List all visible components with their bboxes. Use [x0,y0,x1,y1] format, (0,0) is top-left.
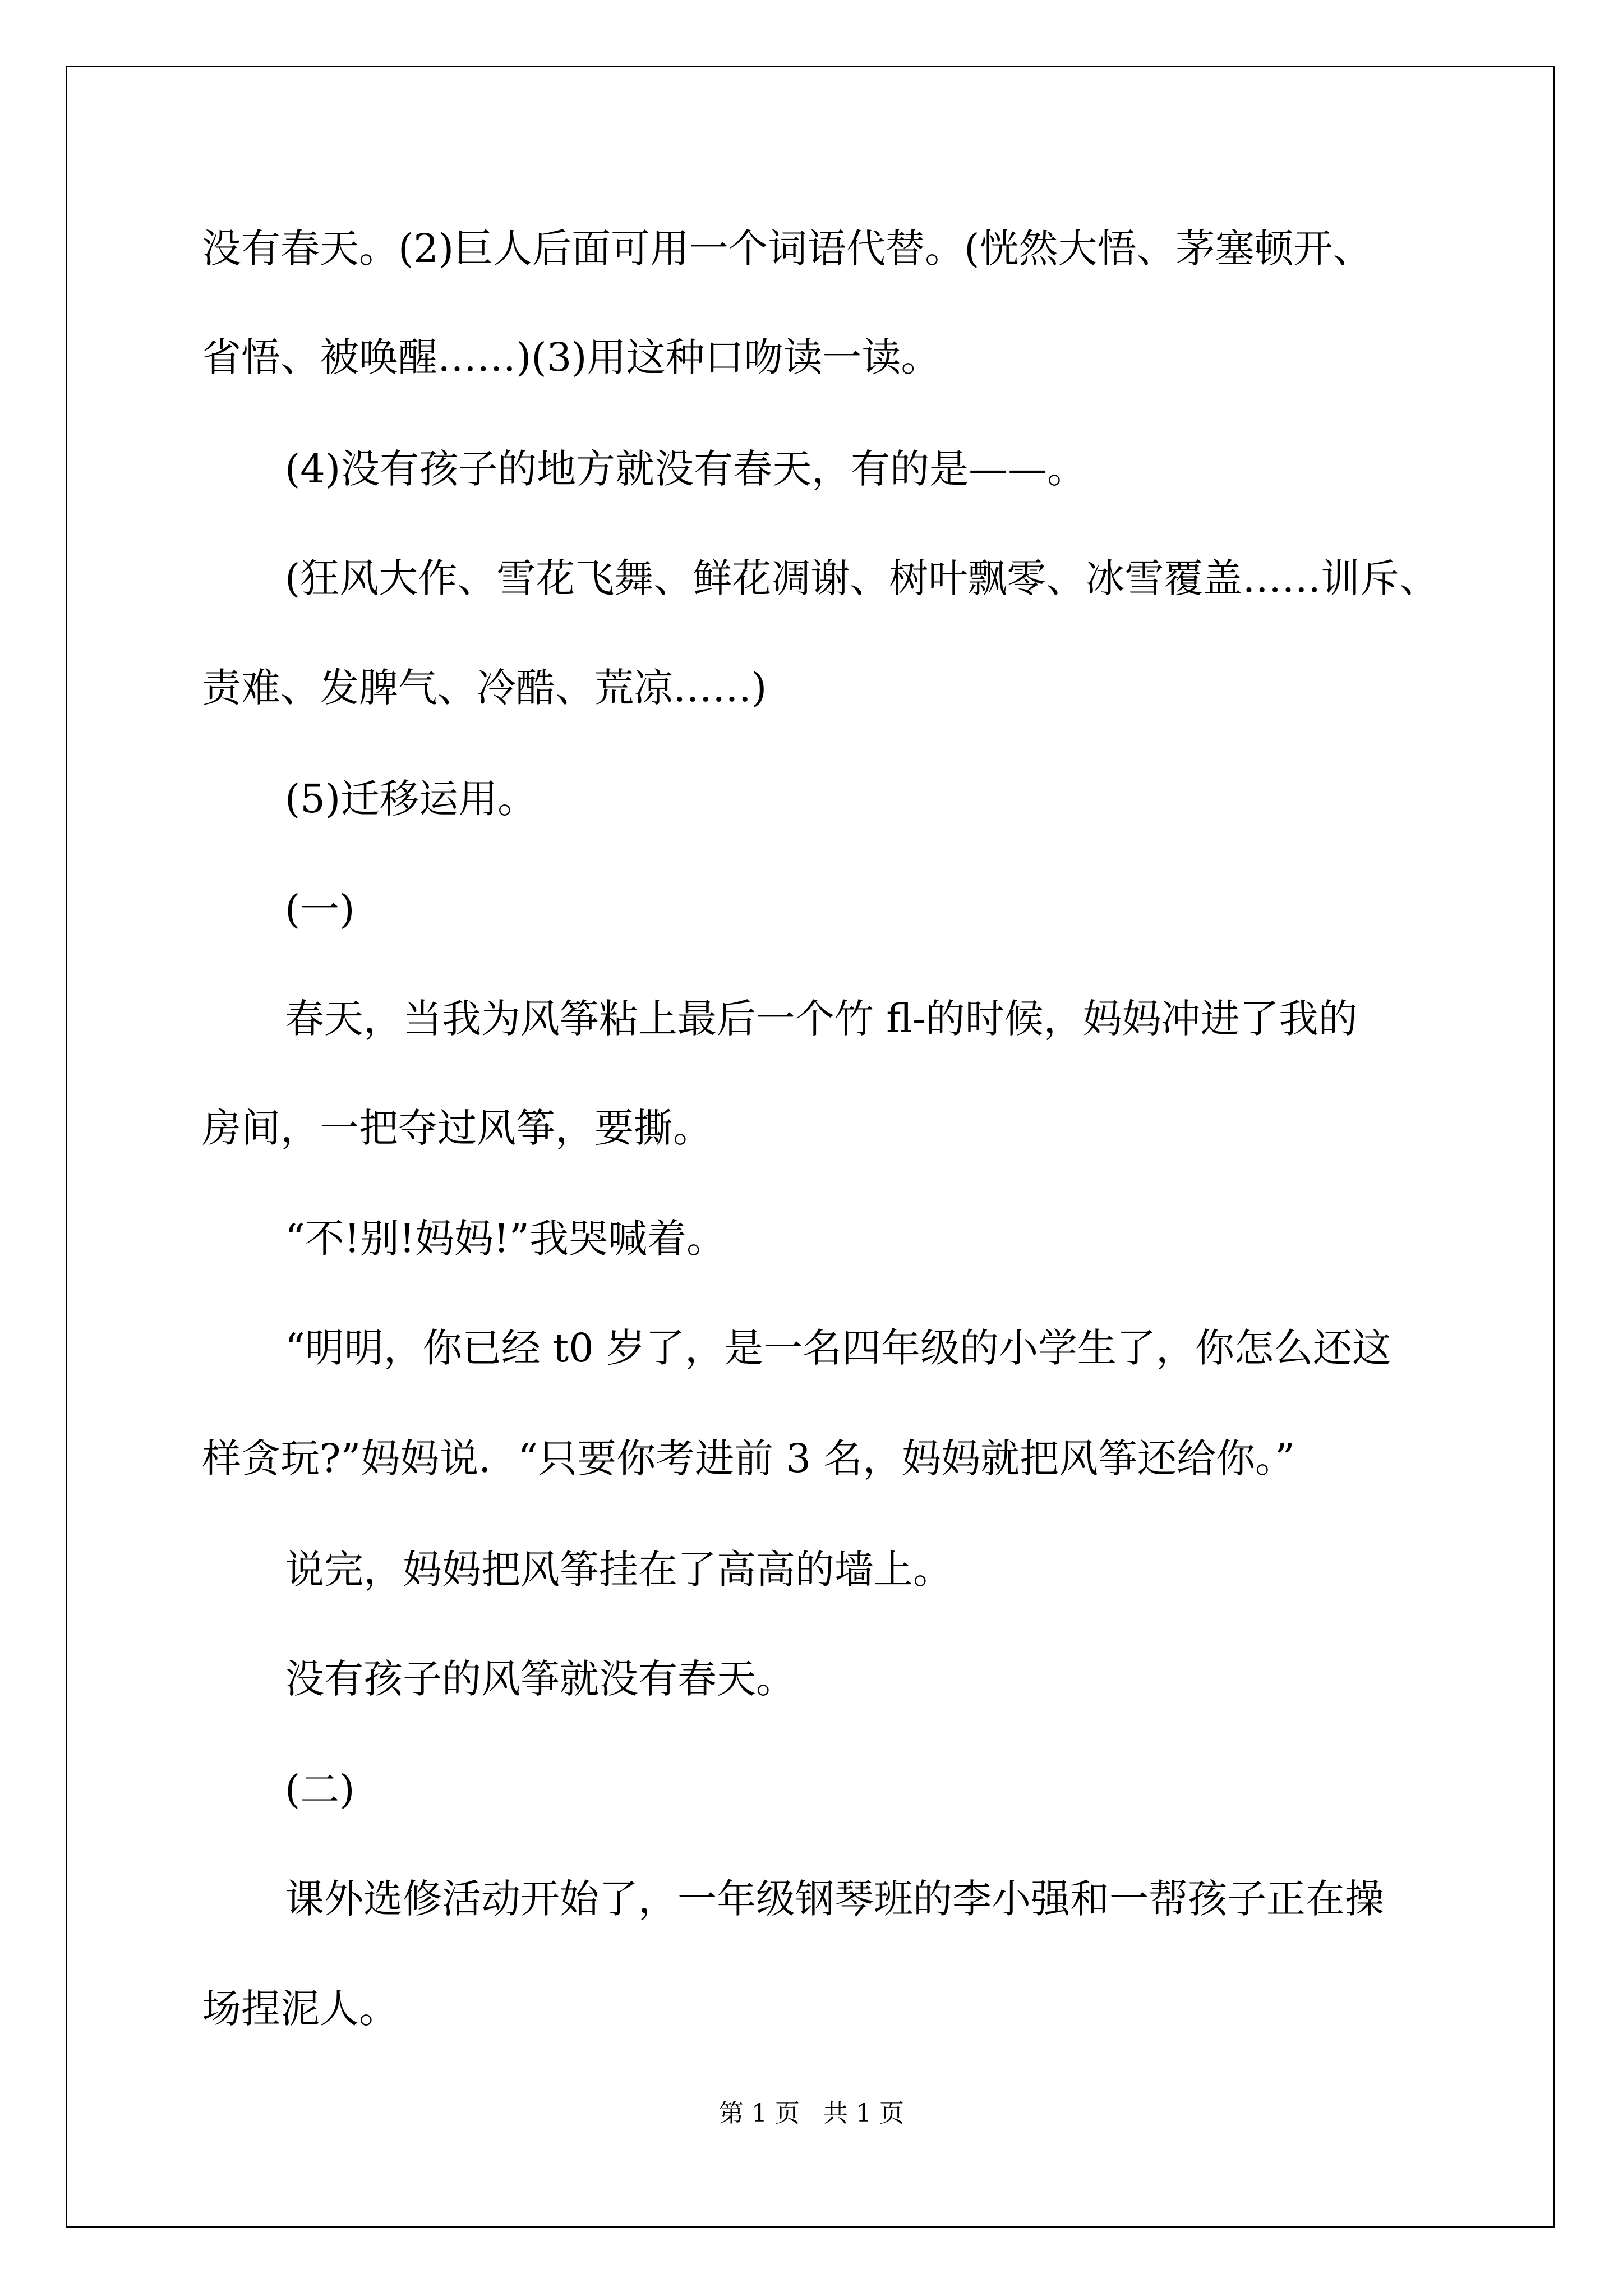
text-line: 场捏泥人。 [202,1986,398,2032]
text-line: “不!别!妈妈!”我哭喊着。 [285,1216,726,1262]
text-line: 没有春天。(2)巨人后面可用一个词语代替。(恍然大悟、茅塞顿开、 [202,226,1372,272]
page-number: 第 1 页 [719,2099,800,2128]
text-line: 省悟、被唤醒……)(3)用这种口吻读一读。 [202,334,940,380]
text-line: 没有孩子的风筝就没有春天。 [285,1656,795,1702]
text-line: (一) [285,886,355,932]
total-pages: 共 1 页 [823,2099,904,2128]
text-line: 课外选修活动开始了，一年级钢琴班的李小强和一帮孩子正在操 [285,1876,1384,1922]
text-line: (二) [285,1766,355,1812]
text-line: 样贪玩?”妈妈说．“只要你考进前 3 名，妈妈就把风筝还给你。” [202,1435,1295,1481]
page-footer [0,2101,1623,2126]
text-line: (4)没有孩子的地方就没有春天，有的是——。 [285,446,1087,492]
text-line: “明明，你已经 t0 岁了，是一名四年级的小学生了，你怎么还这 [285,1325,1391,1371]
text-line: 春天，当我为风筝粘上最后一个竹 fl-的时候，妈妈冲进了我的 [285,996,1358,1042]
text-line: (狂风大作、雪花飞舞、鲜花凋谢、树叶飘零、冰雪覆盖……训斥、 [285,555,1439,601]
text-line: (5)迁移运用。 [285,776,537,822]
text-line: 说完，妈妈把风筝挂在了高高的墙上。 [285,1547,952,1593]
text-line: 责难、发脾气、冷酷、荒凉……) [202,665,767,711]
text-line: 房间，一把夺过风筝，要撕。 [202,1105,712,1151]
